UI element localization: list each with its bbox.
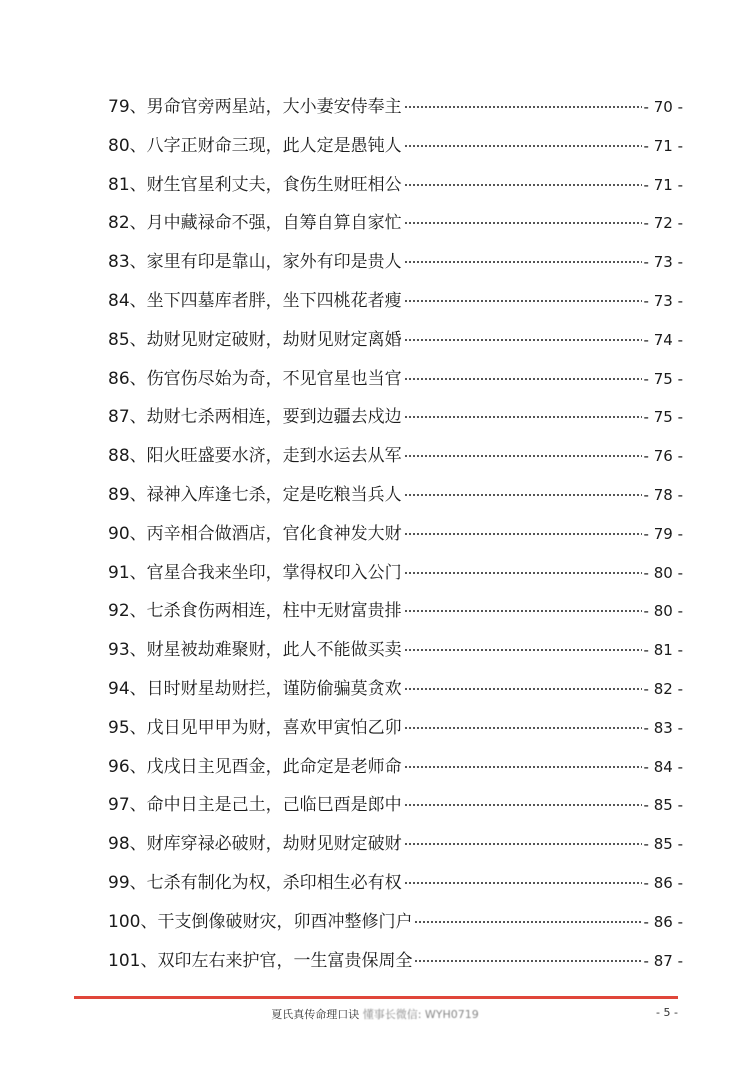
toc-entry-number: 88、 [108, 446, 147, 467]
table-of-contents [108, 88, 683, 980]
toc-entry-page: - 70 - [643, 98, 683, 116]
toc-entry-number: 93、 [108, 640, 147, 661]
toc-dot-leader [414, 945, 641, 963]
toc-entry-page: - 76 - [643, 447, 683, 466]
toc-dot-leader [404, 440, 642, 458]
toc-entry[interactable] [108, 282, 683, 321]
toc-dot-leader [404, 751, 642, 769]
toc-entry-number: 84、 [108, 290, 147, 311]
toc-entry-number: 96、 [108, 756, 147, 777]
toc-entry[interactable] [108, 437, 683, 476]
toc-dot-leader [404, 867, 642, 885]
toc-entry[interactable] [108, 243, 683, 282]
toc-entry[interactable] [108, 825, 683, 864]
footer-title [0, 1006, 750, 1022]
toc-entry[interactable] [108, 398, 683, 437]
toc-dot-leader [404, 595, 642, 613]
toc-entry-page: - 79 - [643, 524, 683, 543]
toc-entry-page: - 75 - [643, 369, 683, 388]
toc-entry-page: - 81 - [643, 641, 683, 660]
toc-dot-leader [404, 169, 642, 187]
toc-entry-number: 80、 [108, 135, 147, 156]
footer-title-text: 夏氏真传命理口诀 [271, 1008, 360, 1021]
toc-entry-page: - 71 - [643, 175, 683, 194]
toc-entry-page: - 86 - [643, 912, 683, 931]
toc-entry-number: 99、 [108, 872, 147, 893]
toc-entry-title: 劫财见财定破财，劫财见财定离婚 [146, 329, 402, 350]
toc-entry-number: 81、 [108, 174, 147, 195]
toc-entry[interactable] [108, 631, 683, 670]
toc-dot-leader [404, 828, 642, 846]
toc-entry-page: - 72 - [643, 214, 683, 233]
toc-entry-number: 91、 [108, 562, 147, 583]
toc-entry-page: - 73 - [643, 291, 683, 310]
toc-entry[interactable] [108, 360, 683, 399]
toc-entry[interactable] [108, 942, 683, 981]
toc-entry-page: - 74 - [643, 330, 683, 349]
toc-dot-leader [404, 401, 642, 419]
toc-entry-title: 日时财星劫财拦，谨防偷骗莫贪欢 [146, 678, 402, 699]
toc-entry-page: - 82 - [643, 679, 683, 698]
toc-entry[interactable] [108, 321, 683, 360]
toc-dot-leader [404, 712, 642, 730]
toc-dot-leader [404, 634, 642, 652]
toc-dot-leader [404, 673, 642, 691]
toc-entry[interactable] [108, 127, 683, 166]
toc-entry-number: 85、 [108, 329, 147, 350]
toc-dot-leader [404, 789, 642, 807]
toc-entry-title: 财星被劫难聚财，此人不能做买卖 [146, 640, 402, 661]
toc-entry-number: 87、 [108, 407, 147, 428]
footer-page-number: - 5 - [656, 1006, 678, 1019]
toc-entry[interactable] [108, 903, 683, 942]
toc-entry-number: 97、 [108, 795, 147, 816]
toc-dot-leader [404, 207, 642, 225]
toc-entry-title: 财库穿禄必破财，劫财见财定破财 [146, 834, 402, 855]
toc-entry-title: 戊日见甲甲为财，喜欢甲寅怕乙卯 [146, 717, 402, 738]
toc-entry-number: 95、 [108, 717, 147, 738]
toc-entry[interactable] [108, 166, 683, 205]
toc-entry-title: 丙辛相合做酒店，官化食神发大财 [146, 523, 402, 544]
toc-entry-title: 戊戌日主见酉金，此命定是老师命 [146, 756, 402, 777]
toc-entry-title: 干支倒像破财灾，卯酉冲整修门户 [157, 911, 413, 932]
toc-dot-leader [404, 557, 642, 575]
toc-entry-number: 98、 [108, 834, 147, 855]
toc-entry-title: 禄神入库逢七杀，定是吃粮当兵人 [146, 484, 402, 505]
toc-entry-title: 阳火旺盛要水济，走到水运去从军 [146, 446, 402, 467]
toc-entry-number: 101、 [108, 950, 158, 971]
toc-dot-leader [404, 285, 642, 303]
toc-dot-leader [404, 324, 642, 342]
toc-entry-page: - 75 - [643, 408, 683, 427]
footer-rule [74, 996, 678, 999]
toc-entry[interactable] [108, 670, 683, 709]
toc-entry-title: 财生官星利丈夫，食伤生财旺相公 [146, 174, 402, 195]
toc-entry[interactable] [108, 515, 683, 554]
toc-entry[interactable] [108, 476, 683, 515]
toc-entry-number: 94、 [108, 678, 147, 699]
toc-entry-title: 伤官伤尽始为奇，不见官星也当官 [146, 368, 402, 389]
toc-entry-number: 90、 [108, 523, 147, 544]
toc-entry-number: 92、 [108, 601, 147, 622]
toc-dot-leader [404, 479, 642, 497]
toc-entry-title: 命中日主是己土，己临巳酉是郎中 [146, 795, 402, 816]
toc-entry-title: 官星合我来坐印，掌得权印入公门 [146, 562, 402, 583]
toc-dot-leader [404, 130, 642, 148]
toc-entry-page: - 84 - [643, 757, 683, 776]
toc-entry-page: - 80 - [643, 563, 683, 582]
toc-entry-title: 双印左右来护官，一生富贵保周全 [157, 950, 413, 971]
toc-entry-page: - 87 - [643, 951, 683, 970]
toc-entry[interactable] [108, 592, 683, 631]
toc-entry-page: - 78 - [643, 485, 683, 504]
toc-entry-number: 89、 [108, 484, 147, 505]
toc-entry-title: 劫财七杀两相连，要到边疆去戍边 [146, 407, 402, 428]
toc-entry-title: 七杀食伤两相连，柱中无财富贵排 [146, 601, 402, 622]
toc-entry-title: 月中藏禄命不强，自筹自算自家忙 [146, 213, 402, 234]
toc-dot-leader [404, 91, 642, 109]
toc-entry-page: - 80 - [643, 602, 683, 621]
toc-entry-number: 79、 [108, 97, 147, 117]
toc-entry-page: - 86 - [643, 873, 683, 892]
toc-entry[interactable] [108, 709, 683, 748]
toc-entry[interactable] [108, 88, 683, 127]
toc-entry[interactable] [108, 748, 683, 787]
toc-dot-leader [404, 246, 642, 264]
toc-entry-number: 100、 [108, 911, 158, 932]
toc-entry-page: - 73 - [643, 253, 683, 272]
toc-entry[interactable] [108, 786, 683, 825]
toc-dot-leader [404, 518, 642, 536]
toc-entry[interactable] [108, 864, 683, 903]
toc-dot-leader [404, 363, 642, 381]
toc-entry-page: - 85 - [643, 835, 683, 854]
toc-entry-number: 83、 [108, 252, 147, 273]
toc-entry-title: 八字正财命三现，此人定是愚钝人 [146, 135, 402, 156]
toc-entry-title: 家里有印是靠山，家外有印是贵人 [146, 252, 402, 273]
toc-entry-page: - 85 - [643, 796, 683, 815]
toc-entry-number: 86、 [108, 368, 147, 389]
footer-extra-text: 懂事长微信: WYH0719 [362, 1008, 479, 1021]
toc-dot-leader [414, 906, 641, 924]
toc-entry-page: - 71 - [643, 136, 683, 155]
toc-entry[interactable] [108, 204, 683, 243]
toc-entry-title: 男命官旁两星站，大小妻安侍奉主 [146, 97, 402, 117]
toc-entry-page: - 83 - [643, 718, 683, 737]
toc-entry-title: 坐下四墓库者胖，坐下四桃花者瘦 [146, 290, 402, 311]
toc-entry[interactable] [108, 554, 683, 593]
toc-entry-number: 82、 [108, 213, 147, 234]
toc-entry-title: 七杀有制化为权，杀印相生必有权 [146, 872, 402, 893]
